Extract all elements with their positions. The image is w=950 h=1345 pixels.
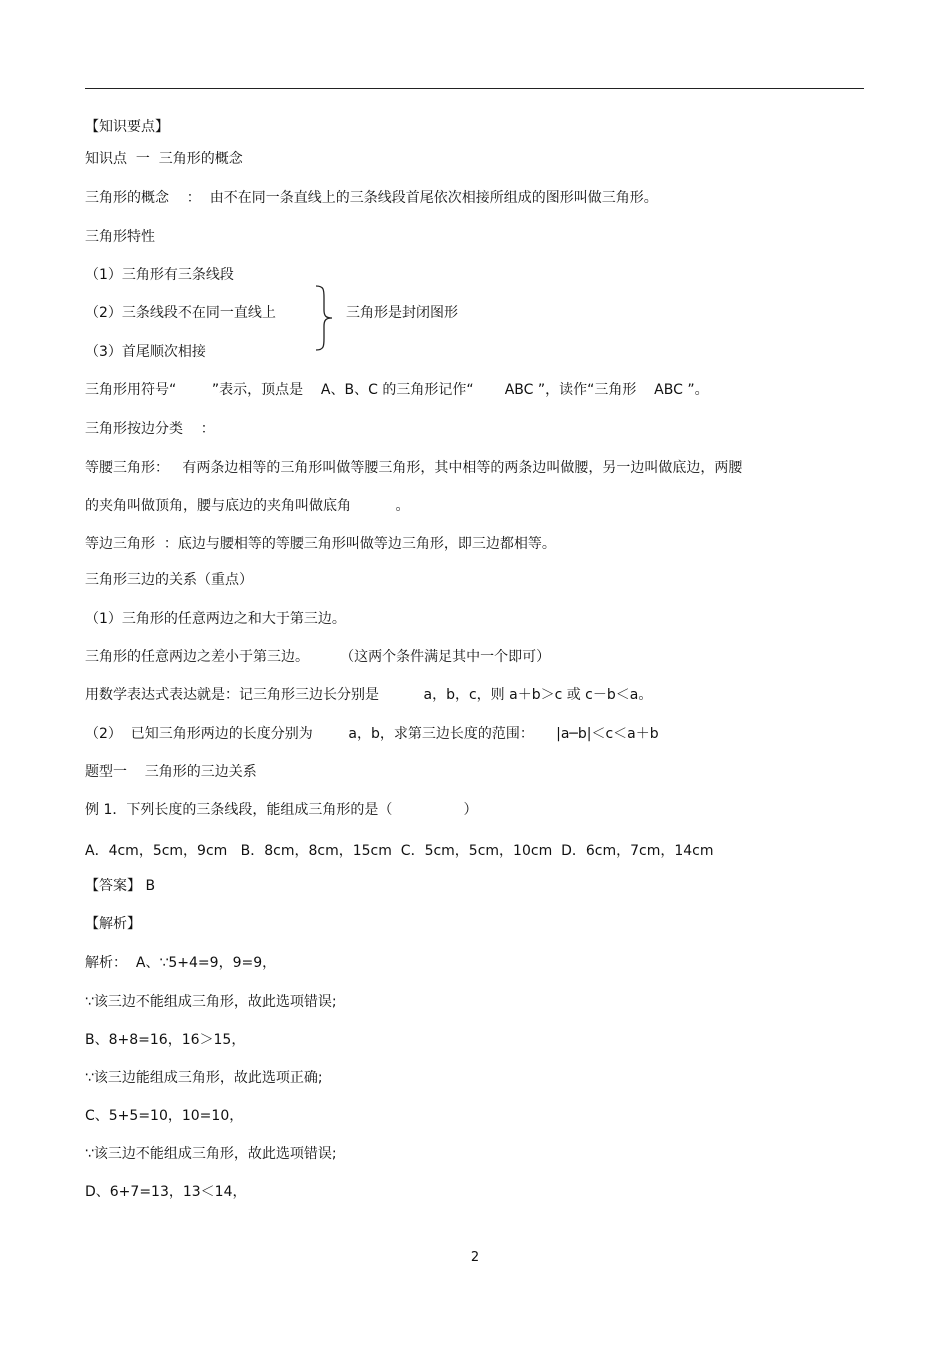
isosceles-definition-line-1: 等腰三角形： 有两条边相等的三角形叫做等腰三角形，其中相等的两条边叫做腰，另一边叫做底边，两腰 <box>85 460 743 476</box>
property-item-1: （1）三角形有三条线段 <box>85 267 234 283</box>
analysis-line-b: B、8+8=16，16＞15， <box>85 1032 246 1048</box>
classification-by-sides: 三角形按边分类 ： <box>85 421 215 437</box>
three-sides-relation-heading: 三角形三边的关系（重点） <box>85 572 253 588</box>
triangle-properties-heading: 三角形特性 <box>85 229 155 245</box>
triangle-notation: 三角形用符号“ ”表示，顶点是 A、B、C 的三角形记作“ ABC ”，读作“三角形 ABC ”。 <box>85 382 709 398</box>
property-item-3: （3）首尾顺次相接 <box>85 344 206 360</box>
example-1-question: 例 1．下列长度的三条线段，能组成三角形的是（ ） <box>85 802 478 818</box>
question-type-heading: 题型一 三角形的三边关系 <box>85 764 257 780</box>
relation-rule-difference: 三角形的任意两边之差小于第三边。 （这两个条件满足其中一个即可） <box>85 649 551 665</box>
analysis-line-a: 解析： A、∵5+4=9，9=9， <box>85 955 277 971</box>
analysis-conclusion-b: ∵该三边能组成三角形，故此选项正确; <box>85 1070 323 1086</box>
property-item-2: （2）三条线段不在同一直线上 <box>85 305 276 321</box>
heading-knowledge-points: 【知识要点】 <box>85 119 169 135</box>
header-rule <box>85 88 864 89</box>
relation-rule-2: （2） 已知三角形两边的长度分别为 a，b，求第三边长度的范围： |a─b|＜c＜a＋b <box>85 726 659 742</box>
brace-note: 三角形是封闭图形 <box>346 305 458 321</box>
page-number: 2 <box>470 1250 480 1265</box>
relation-expression: 用数学表达式表达就是：记三角形三边长分别是 a，b，c，则 a＋b＞c 或 c－b＜a。 <box>85 687 653 703</box>
analysis-conclusion-a: ∵该三边不能组成三角形，故此选项错误; <box>85 994 337 1010</box>
analysis-heading: 【解析】 <box>85 916 141 932</box>
equilateral-definition: 等边三角形 ：底边与腰相等的等腰三角形叫做等边三角形，即三边都相等。 <box>85 536 556 552</box>
analysis-line-d: D、6+7=13，13＜14， <box>85 1184 247 1200</box>
relation-rule-1: （1）三角形的任意两边之和大于第三边。 <box>85 611 346 627</box>
analysis-conclusion-c: ∵该三边不能组成三角形，故此选项错误; <box>85 1146 337 1162</box>
isosceles-definition-line-2: 的夹角叫做顶角，腰与底边的夹角叫做底角 。 <box>85 498 410 514</box>
knowledge-point-title: 知识点 一 三角形的概念 <box>85 151 243 167</box>
answer-line: 【答案】 B <box>85 878 156 894</box>
example-1-options: A．4cm，5cm，9cm B．8cm，8cm，15cm C．5cm，5cm，10cm D．6cm，7cm，14cm <box>85 843 714 859</box>
right-brace-icon <box>312 284 338 352</box>
analysis-line-c: C、5+5=10，10=10， <box>85 1108 244 1124</box>
triangle-definition: 三角形的概念 ： 由不在同一条直线上的三条线段首尾依次相接所组成的图形叫做三角形。 <box>85 190 658 206</box>
